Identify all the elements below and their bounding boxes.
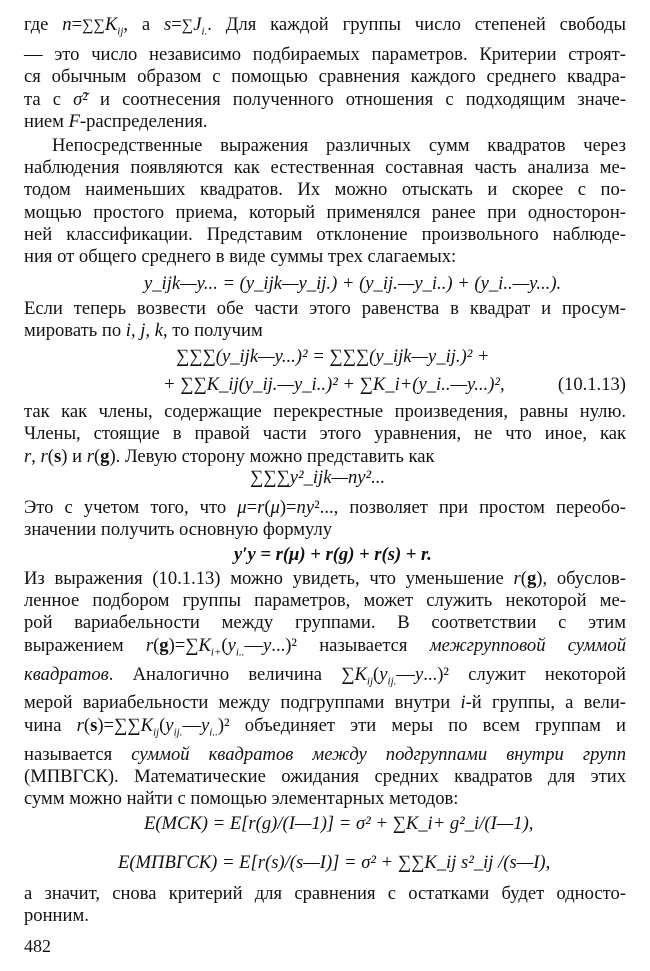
equation-sum-squares-a: ∑∑∑(y_ijk—y...)² = ∑∑∑(y_ijk—y_ij.)² + — [176, 346, 490, 367]
text-line-28: сумм можно найти с помощью элементарных методов: — [24, 788, 459, 809]
text-line-2: — это число независимо подбираемых параметров. Критерии строят- — [24, 44, 626, 65]
text-line-16: r, r(s) и r(g). Левую сторону можно представить как — [24, 446, 435, 467]
text-line-23: квадратов. Аналогично величина $\sum K_{ij}(y_{ij.}—y...)^2$ служит некоторой — [24, 664, 626, 688]
text-line-18: значении получить основную формулу — [24, 519, 333, 540]
equation-number: (10.1.13) — [557, 374, 626, 395]
text-line-19: Из выражения (10.1.13) можно увидеть, что уменьшение r(g), обуслов- — [24, 568, 626, 589]
equation-expectation-mpvgsk: E(МПВГСК) = E[r(s)/(s—I)] = σ² + ∑∑K_ij s²_ij /(s—I), — [118, 852, 551, 873]
equation-expectation-msk: E(МСК) = E[r(g)/(I—1)] = σ² + ∑K_i+ g²_i/(I—1), — [144, 813, 534, 834]
text-line-27: (МПВГСК). Математические ожидания средних квадратов для этих — [24, 766, 626, 787]
text-line-21: рой вариабельности между группами. В соответствии с этим — [24, 612, 626, 633]
text-line-13: мировать по i, j, k, то получим — [24, 320, 263, 341]
text-line-26: называется суммой квадратов между подгруппами внутри групп — [24, 744, 626, 765]
page-number: 482 — [24, 936, 51, 956]
text-line-10: ней классификации. Представим отклонение произвольного наблюде- — [24, 224, 626, 245]
equation-left-side: ∑∑∑y²_ijk—ny²... — [250, 467, 386, 488]
text-line-24: мерой вариабельности между подгруппами внутри i-й группы, а вели- — [24, 692, 626, 713]
text-line-30: ронним. — [24, 905, 89, 926]
text-line-14: так как члены, содержащие перекрестные произведения, равны нулю. — [24, 401, 626, 422]
text-line-7: наблюдения появляются как естественная составная часть анализа ме- — [24, 157, 626, 178]
text-line-11: ния от общего среднего в виде суммы трех слагаемых: — [24, 246, 457, 267]
text-line-25: чина $r(s)=\sum\sum K_{ij}(y_{ij.}—y_{i..})^2$ объединяет эти меры по всем группам и — [24, 715, 626, 739]
text-line-4: та с σ̃² и соотнесения полученного отношения с подходящим значе- — [24, 89, 627, 110]
text-line-8: тодом наименьших квадратов. Их можно отыскать и скорее с по- — [24, 179, 626, 200]
text-line-20: ленное подбором группы параметров, может служить некоторой ме- — [24, 590, 626, 611]
text-line-29: а значит, снова критерий для сравнения с остатками будет односто- — [24, 883, 626, 904]
text-line-15: Члены, стоящие в правой части этого уравнения, не что иное, как — [24, 423, 626, 444]
text-line-9: мощью простого приема, который применялся ранее при односторон- — [24, 202, 626, 223]
equation-main-formula: y′y = r(μ) + r(g) + r(s) + r. — [234, 544, 432, 565]
text-line-5: нием F-распределения. — [24, 111, 208, 132]
text-line-1: где $n=\sum\sum K_{ij}$, а $s=\sum J_{i.}$. Для каждой группы число степеней свободы — [24, 14, 627, 38]
text-line-3: ся обычным образом с помощью сравнения каждого среднего квадра- — [24, 66, 626, 87]
text-line-12: Если теперь возвести обе части этого равенства в квадрат и просум- — [24, 298, 626, 319]
text-line-22: выражением $r(g)=\sum K_{i+}(y_{i..}—y...)^2$ называется межгрупповой суммой — [24, 635, 626, 659]
text-line-17: Это с учетом того, что μ=r(μ)=ny²..., позволяет при простом переобо- — [24, 497, 626, 518]
text-line-6: Непосредственные выражения различных сумм квадратов через — [52, 135, 626, 156]
equation-sum-squares-b: + ∑∑K_ij(y_ij.—y_i..)² + ∑K_i+(y_i..—y...)², — [163, 374, 505, 395]
equation-deviation: y_ijk—y... = (y_ijk—y_ij.) + (y_ij.—y_i..) + (y_i..—y...). — [144, 273, 562, 294]
